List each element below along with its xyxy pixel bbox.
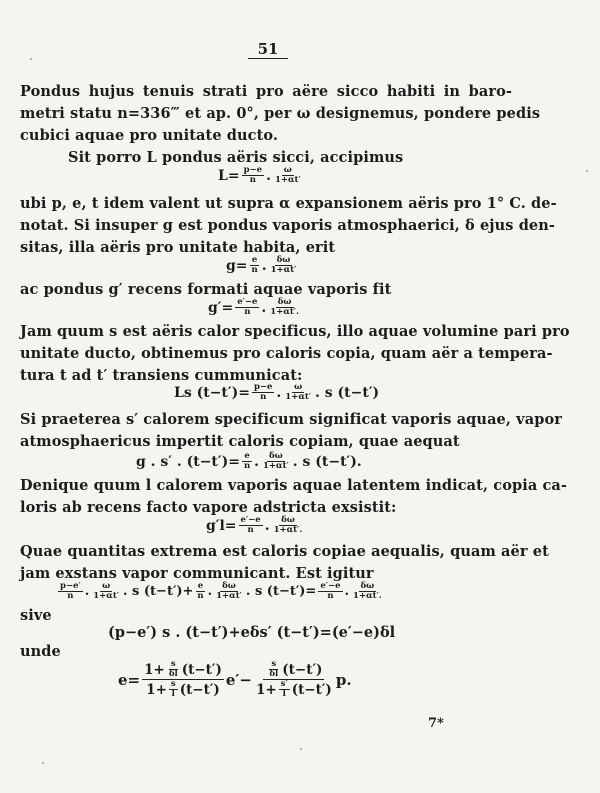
fraction: $\frac{p-e}{n}$ (253, 382, 273, 402)
fraction: $\frac{e}{n}$ (243, 451, 251, 471)
fraction: $\frac{\delta\omega}{1+\alpha t'}$ (270, 255, 297, 275)
eq-lhs: g′l= (206, 517, 237, 534)
eq-segment: . s (t−t′)= (245, 584, 317, 599)
fraction: $\frac{e'-e}{n}$ (237, 297, 258, 317)
fraction: $\frac{\delta\omega}{1+\alpha t'}$ (263, 451, 289, 471)
fraction-big: 1+ $\frac{s}{\delta l}$ (t−t′) 1+ $\frac{s}{l}$ (t−t′) (144, 659, 222, 699)
fraction: $\frac{e}{n}$ (251, 255, 258, 275)
fraction: $\frac{\delta\omega}{1+\alpha t'.}$ (273, 515, 303, 535)
text-line: Denique quum l calorem vaporis aquae latentem indicat, copia ca- (20, 477, 567, 494)
text-line: jam exstans vapor communicant. Est igitur (20, 565, 374, 582)
equation-unde (118, 660, 352, 699)
text-line: Quae quantitas extrema est caloris copiae aequalis, quam aër et (20, 543, 549, 560)
text-line: ubi p, e, t idem valent ut supra α expansionem aëris pro 1° C. de- (20, 195, 557, 212)
fraction: $\frac{s'}{l}$ (280, 679, 288, 699)
equation-g: g= $\frac{e}{n}$ . $\frac{\delta\omega}{1+\alpha t'}$ (226, 255, 297, 275)
text-line: Si praeterea s′ calorem specificum significat vaporis aquae, vapor (20, 411, 562, 428)
fraction: $\frac{e}{n}$ (197, 581, 204, 601)
paper-speck (586, 170, 588, 172)
eq-lhs: g . s′ . (t−t′)= (136, 453, 240, 470)
eq-lhs: Ls (t−t′)= (174, 384, 250, 401)
eq-tail: p. (335, 670, 352, 689)
fraction: $\frac{\delta\omega}{1+\alpha t'.}$ (270, 297, 299, 317)
fraction: $\frac{\delta\omega}{1+\alpha t'.}$ (353, 581, 382, 601)
text-line: unde (20, 643, 61, 660)
eq-tail: . s (t−t′) (315, 384, 380, 401)
page-number: 51 (248, 40, 288, 59)
fraction: $\frac{\omega}{1+\alpha t'}$ (285, 382, 312, 402)
text-line: sitas, illa aëris pro unitate habita, erit (20, 239, 336, 256)
fraction: $\frac{e'-e}{n}$ (320, 581, 341, 601)
text-line: atmosphaericus impertit caloris copiam, quae aequat (20, 433, 460, 450)
equation-sive: (p−e′) s . (t−t′)+eδs′ (t−t′)=(e′−e)δl (108, 624, 396, 641)
fraction: $\frac{\delta\omega}{1+\alpha t'}$ (216, 581, 242, 601)
paper-speck (300, 748, 302, 750)
equation-Ls: Ls (t−t′)= $\frac{p-e}{n}$ . $\frac{\omega}{1+\alpha t'}$ . s (t−t′) (174, 382, 380, 402)
fraction: $\frac{s}{\delta l}$ (168, 659, 178, 679)
text-line: Jam quum s est aëris calor specificus, illo aquae volumine pari pro (20, 323, 570, 340)
fraction: $\frac{s}{l}$ (170, 679, 176, 699)
text-line: sive (20, 607, 52, 624)
eq-tail: . s (t−t′). (292, 453, 362, 470)
text-line: unitate ducto, obtinemus pro caloris copia, quam aër a tempera- (20, 345, 553, 362)
paper-speck (30, 58, 32, 60)
text-line: Pondus hujus tenuis strati pro aëre sicco habiti in baro- (20, 83, 512, 100)
equation-balance: $\frac{p-e'}{n}$ . $\frac{\omega}{1+\alpha t'}$ . s (t−t′)+ $\frac{e}{n}$ . $\frac{\delta\omega}{1+\alpha t'}$ . s (t−t′)= $\frac{e'-e}{n}$ . $\frac{\delta\omega}{1+\alpha t'.}$ (60, 581, 382, 601)
eq-lhs: e= (118, 670, 141, 689)
text-line: cubici aquae pro unitate ducto. (20, 127, 279, 144)
text-line: notat. Si insuper g est pondus vaporis atmosphaerici, δ ejus den- (20, 217, 556, 234)
equation-gl: g′l= $\frac{e'-e}{n}$ . $\frac{\delta\omega}{1+\alpha t'.}$ (206, 515, 303, 535)
paper-speck (42, 762, 44, 764)
equation-L: L= $\frac{p-e}{n}$ . $\frac{\omega}{1+\alpha t'}$ (218, 165, 301, 185)
eq-lhs: g′= (208, 299, 234, 316)
eq-segment: e′− (225, 670, 252, 689)
fraction: $\frac{\omega}{1+\alpha t'}$ (274, 165, 301, 185)
eq-lhs: g= (226, 257, 248, 274)
text-line: loris ab recens facto vapore adstricta exsistit: (20, 499, 397, 516)
text-line: tura t ad t′ transiens cummunicat: (20, 367, 303, 384)
fraction: $\frac{e'-e}{n}$ (240, 515, 261, 535)
text-line: ac pondus g′ recens formati aquae vaporis fit (20, 281, 392, 298)
fraction: $\frac{\omega}{1+\alpha t'}$ (93, 581, 119, 601)
text-line: Sit porro L pondus aëris sicci, accipimus (68, 149, 404, 166)
fraction: $\frac{p-e}{n}$ (243, 165, 263, 185)
eq-lhs: L= (218, 167, 240, 184)
equation-g-prime: g′= $\frac{e'-e}{n}$ . $\frac{\delta\omega}{1+\alpha t'.}$ (208, 297, 299, 317)
text-line: metri statu n=336‴ et ap. 0°, per ω designemus, pondere pedis (20, 105, 541, 122)
fraction: $\frac{s}{\delta l}$ (269, 659, 279, 679)
equation-gs: g . s′ . (t−t′)= $\frac{e}{n}$ . $\frac{\delta\omega}{1+\alpha t'}$ . s (t−t′). (136, 451, 362, 471)
fraction: $\frac{p-e'}{n}$ (60, 581, 81, 601)
fraction-big: $\frac{s}{\delta l}$ (t−t′) 1+ $\frac{s'}{l}$ (t−t′) (255, 659, 332, 699)
signature-mark: 7* (428, 716, 444, 731)
eq-segment: . s (t−t′)+ (123, 584, 194, 599)
